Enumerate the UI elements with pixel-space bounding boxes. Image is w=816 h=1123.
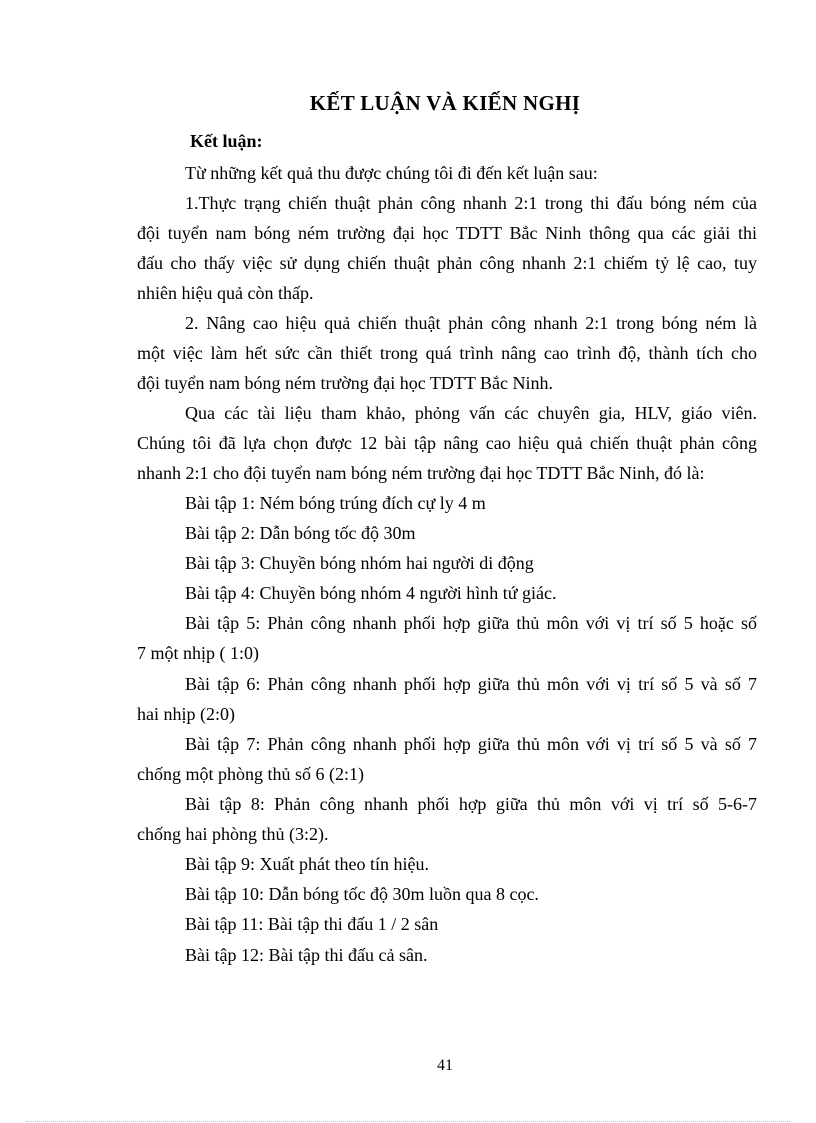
exercise-8-line-2: chống hai phòng thủ (3:2). (137, 824, 329, 844)
exercise-10: Bài tập 10: Dẫn bóng tốc độ 30m luồn qua 8 cọc. (185, 884, 539, 904)
exercise-11: Bài tập 11: Bài tập thi đấu 1 / 2 sân (185, 914, 439, 934)
para3-line-1: Qua các tài liệu tham khảo, phỏng vấn các chuyên gia, HLV, giáo viên. (185, 403, 757, 423)
para3-line-3: nhanh 2:1 cho đội tuyển nam bóng ném trường đại học TDTT Bắc Ninh, đó là: (137, 463, 705, 483)
para3-line-2: Chúng tôi đã lựa chọn được 12 bài tập nâng cao hiệu quả chiến thuật phản công (137, 433, 757, 453)
para2-line-1: 2. Nâng cao hiệu quả chiến thuật phản công nhanh 2:1 trong bóng ném là (185, 313, 757, 333)
exercise-5-line-2: 7 một nhịp ( 1:0) (137, 643, 259, 663)
intro-line: Từ những kết quả thu được chúng tôi đi đến kết luận sau: (185, 163, 598, 183)
exercise-7-line-2: chống một phòng thủ số 6 (2:1) (137, 764, 364, 784)
para1-line-3: đấu cho thấy việc sử dụng chiến thuật phản công nhanh 2:1 chiếm tỷ lệ cao, tuy (137, 253, 757, 273)
exercise-7-line-1: Bài tập 7: Phản công nhanh phối hợp giữa thủ môn với vị trí số 5 và số 7 (185, 734, 757, 754)
section-heading: Kết luận: (190, 131, 263, 151)
para1-line-4: nhiên hiệu quả còn thấp. (137, 283, 314, 303)
para1-line-2: đội tuyển nam bóng ném trường đại học TDTT Bắc Ninh thông qua các giải thi (137, 223, 757, 243)
para2-line-3: đội tuyển nam bóng ném trường đại học TDTT Bắc Ninh. (137, 373, 554, 393)
page-bottom-divider (26, 1121, 790, 1122)
para1-line-1: 1.Thực trạng chiến thuật phản công nhanh 2:1 trong thi đấu bóng ném của (185, 193, 757, 213)
para2-line-2: một việc làm hết sức cần thiết trong quá trình nâng cao trình độ, thành tích cho (137, 343, 757, 363)
exercise-5-line-1: Bài tập 5: Phản công nhanh phối hợp giữa thủ môn với vị trí số 5 hoặc số (185, 613, 757, 633)
page-number: 41 (437, 1057, 453, 1074)
exercise-2: Bài tập 2: Dẫn bóng tốc độ 30m (185, 523, 416, 543)
exercise-1: Bài tập 1: Ném bóng trúng đích cự ly 4 m (185, 493, 486, 513)
exercise-6-line-2: hai nhịp (2:0) (137, 704, 235, 724)
exercise-8-line-1: Bài tập 8: Phản công nhanh phối hợp giữa thủ môn với vị trí số 5-6-7 (185, 794, 757, 814)
page-title: KẾT LUẬN VÀ KIẾN NGHỊ (309, 91, 581, 115)
exercise-4: Bài tập 4: Chuyền bóng nhóm 4 người hình tứ giác. (185, 583, 557, 603)
exercise-3: Bài tập 3: Chuyền bóng nhóm hai người di động (185, 553, 534, 573)
exercise-12: Bài tập 12: Bài tập thi đấu cả sân. (185, 945, 428, 965)
exercise-6-line-1: Bài tập 6: Phản công nhanh phối hợp giữa thủ môn với vị trí số 5 và số 7 (185, 674, 757, 694)
exercise-9: Bài tập 9: Xuất phát theo tín hiệu. (185, 854, 429, 874)
